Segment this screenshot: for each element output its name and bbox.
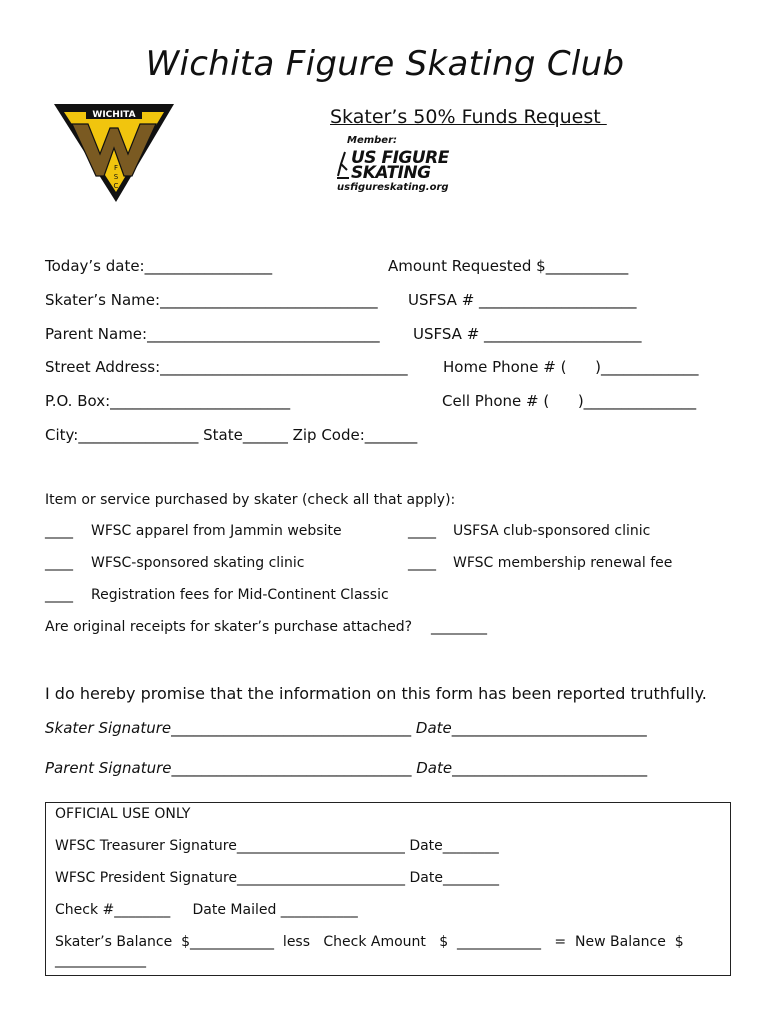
item-check-blank[interactable]: ____ xyxy=(408,555,436,571)
parent-usfsa-field[interactable]: USFSA # _____________________ xyxy=(413,325,642,343)
skater-icon xyxy=(336,150,350,180)
amount-requested-field[interactable]: Amount Requested $___________ xyxy=(388,257,629,275)
receipts-question: Are original receipts for skater’s purchase attached? xyxy=(45,619,413,635)
new-balance-blank[interactable]: _____________ xyxy=(55,952,146,968)
treasurer-signature-field[interactable]: WFSC Treasurer Signature________________________ Date________ xyxy=(55,838,499,854)
item-apparel: WFSC apparel from Jammin website xyxy=(91,523,342,539)
parent-name-field[interactable]: Parent Name:_______________________________ xyxy=(45,325,380,343)
logo-letter-s: S xyxy=(113,173,119,181)
president-signature-field[interactable]: WFSC President Signature________________________ Date________ xyxy=(55,870,499,886)
city-state-zip-field[interactable]: City:________________ State______ Zip Code:_______ xyxy=(45,426,418,444)
usfs-logo-line2: SKATING xyxy=(351,163,431,183)
item-check-blank[interactable]: ____ xyxy=(408,523,436,539)
usfs-member-label: Member: xyxy=(347,135,398,146)
skater-signature-field[interactable]: Skater Signature________________________________ Date__________________________ xyxy=(45,719,647,737)
item-registration-fees: Registration fees for Mid-Continent Classic xyxy=(91,587,389,603)
logo-banner-text: WICHITA xyxy=(92,110,136,120)
promise-statement: I do hereby promise that the information on this form has been reported truthfully. xyxy=(45,684,707,703)
home-phone-field[interactable]: Home Phone # ( )_____________ xyxy=(443,358,699,376)
balance-calculation-field[interactable]: Skater’s Balance $____________ less Check Amount $ ____________ = New Balance $ xyxy=(55,934,684,950)
skater-usfsa-field[interactable]: USFSA # _____________________ xyxy=(408,291,637,309)
item-membership-renewal: WFSC membership renewal fee xyxy=(453,555,673,571)
item-check-blank[interactable]: ____ xyxy=(45,523,73,539)
logo-letter-f: F xyxy=(113,164,119,172)
skaters-name-field[interactable]: Skater’s Name:_____________________________ xyxy=(45,291,378,309)
usfs-logo-line1: US FIGURE xyxy=(351,148,449,168)
todays-date-field[interactable]: Today’s date:_________________ xyxy=(45,257,273,275)
wfsc-logo xyxy=(52,100,176,204)
usfs-url: usfigureskating.org xyxy=(337,182,449,193)
page-title: Wichita Figure Skating Club xyxy=(145,44,625,84)
item-check-blank[interactable]: ____ xyxy=(45,587,73,603)
po-box-field[interactable]: P.O. Box:________________________ xyxy=(45,392,291,410)
item-usfsa-clinic: USFSA club-sponsored clinic xyxy=(453,523,651,539)
cell-phone-field[interactable]: Cell Phone # ( )_______________ xyxy=(442,392,697,410)
form-subtitle: Skater’s 50% Funds Request xyxy=(330,106,607,128)
parent-signature-field[interactable]: Parent Signature________________________________ Date__________________________ xyxy=(45,759,648,777)
check-date-mailed-field[interactable]: Check #________ Date Mailed ___________ xyxy=(55,902,358,918)
logo-letter-c: C xyxy=(113,182,119,190)
official-use-heading: OFFICIAL USE ONLY xyxy=(55,806,191,822)
street-address-field[interactable]: Street Address:_________________________________ xyxy=(45,358,408,376)
item-check-blank[interactable]: ____ xyxy=(45,555,73,571)
items-heading: Item or service purchased by skater (check all that apply): xyxy=(45,492,456,508)
item-wfsc-clinic: WFSC-sponsored skating clinic xyxy=(91,555,305,571)
receipts-answer-blank[interactable]: ________ xyxy=(431,619,487,635)
